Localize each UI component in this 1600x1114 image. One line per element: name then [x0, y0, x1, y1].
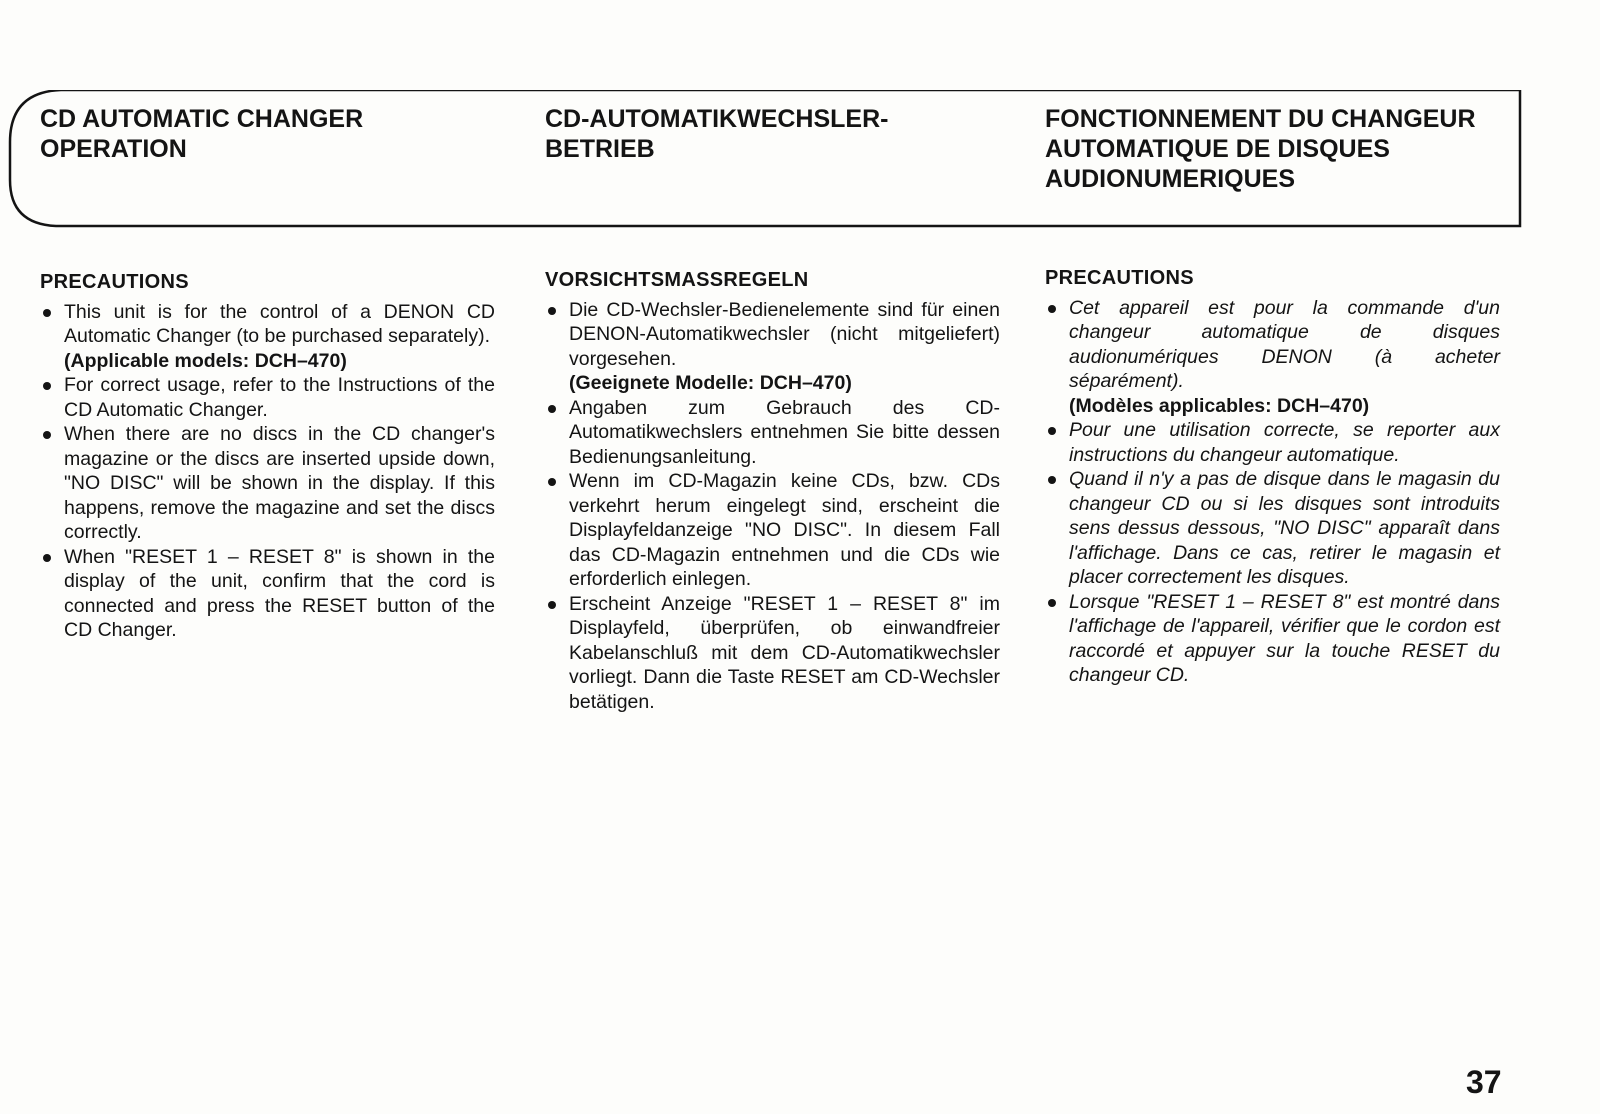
french-column	[1045, 266, 1500, 688]
list-item	[40, 300, 495, 349]
bullet-icon	[548, 405, 556, 413]
applicable-models: (Geeignete Modelle: DCH–470)	[569, 372, 852, 394]
bullet-icon	[43, 431, 51, 439]
bullet-icon	[548, 307, 556, 315]
list-item	[1045, 467, 1500, 590]
section-title: VORSICHTSMASSREGELN	[545, 269, 809, 291]
bullet-icon	[548, 601, 556, 609]
bullet-text: Erscheint Anzeige "RESET 1 – RESET 8" im Displayfeld, überprüfen, ob einwandfreier Kabelanschluß mit dem CD-Automatikwechsler vorliegt. Dann die Taste RESET am CD-Wechsler betätigen.	[569, 592, 1000, 713]
bullet-text: Lorsque "RESET 1 – RESET 8" est montré dans l'affichage de l'appareil, vérifier que le cordon est raccordé et appuyer sur la touche RESET du changeur CD.	[1069, 590, 1500, 686]
german-column	[545, 268, 1000, 714]
bullet-text: Angaben zum Gebrauch des CD-Automatikwechslers entnehmen Sie bitte dessen Bedienungsanleitung.	[569, 396, 1000, 468]
list-item	[545, 592, 1000, 715]
bullet-text: Cet appareil est pour la commande d'un changeur automatique de disques audionumériques DENON (à acheter séparément).	[1069, 296, 1500, 392]
bullet-icon	[1048, 427, 1056, 435]
bullet-text: Pour une utilisation correcte, se reporter aux instructions du changeur automatique.	[1069, 419, 1500, 466]
bullet-text: When there are no discs in the CD changer's magazine or the discs are inserted upside down, "NO DISC" will be shown in the display. If this happens, remove the magazine and set the discs correctly.	[64, 423, 495, 543]
bullet-text: When "RESET 1 – RESET 8" is shown in the display of the unit, confirm that the cord is connected and press the RESET button of the CD Changer.	[64, 545, 495, 641]
bullet-icon	[1048, 305, 1056, 313]
list-item	[545, 469, 1000, 592]
bullet-icon	[43, 554, 51, 562]
bullet-text: Die CD-Wechsler-Bedienelemente sind für einen DENON-Automatikwechsler (nicht mitgeliefert) vorgesehen.	[569, 298, 1000, 370]
english-column	[40, 270, 495, 643]
bullet-text: This unit is for the control of a DENON CD Automatic Changer (to be purchased separately).	[64, 300, 495, 347]
english-title: CD AUTOMATIC CHANGER OPERATION	[40, 105, 364, 163]
list-item	[1045, 296, 1500, 394]
bullet-icon	[43, 382, 51, 390]
page-number: 37	[1466, 1064, 1502, 1100]
applicable-models: (Applicable models: DCH–470)	[64, 349, 347, 372]
french-title: FONCTIONNEMENT DU CHANGEUR AUTOMATIQUE DE DISQUES AUDIONUMERIQUES	[1045, 105, 1476, 193]
list-item	[1045, 590, 1500, 688]
list-item	[40, 545, 495, 643]
list-item	[40, 422, 495, 545]
applicable-models: (Modèles applicables: DCH–470)	[1069, 394, 1370, 417]
bullet-icon	[1048, 599, 1056, 607]
section-title: PRECAUTIONS	[1045, 267, 1194, 289]
list-item	[545, 396, 1000, 470]
list-item	[545, 298, 1000, 372]
bullet-icon	[1048, 476, 1056, 484]
bullet-text: Wenn im CD-Magazin keine CDs, bzw. CDs verkehrt herum eingelegt sind, erscheint die Displayfeldanzeige "NO DISC". In diesem Fall das CD-Magazin entnehmen und die CDs wie erforderlich einlegen.	[569, 470, 1000, 590]
list-item	[40, 373, 495, 422]
german-title: CD-AUTOMATIKWECHSLER-BETRIEB	[545, 105, 889, 163]
bullet-icon	[548, 478, 556, 486]
bullet-text: Quand il n'y a pas de disque dans le magasin du changeur CD ou si les disques sont introduits sens dessus dessous, "NO DISC" apparaît dans l'affichage. Dans ce cas, retirer le magasin et placer correctement les disques.	[1069, 468, 1500, 588]
bullet-text: For correct usage, refer to the Instructions of the CD Automatic Changer.	[64, 374, 495, 421]
bullet-icon	[43, 309, 51, 317]
section-title: PRECAUTIONS	[40, 271, 189, 293]
list-item	[1045, 418, 1500, 467]
